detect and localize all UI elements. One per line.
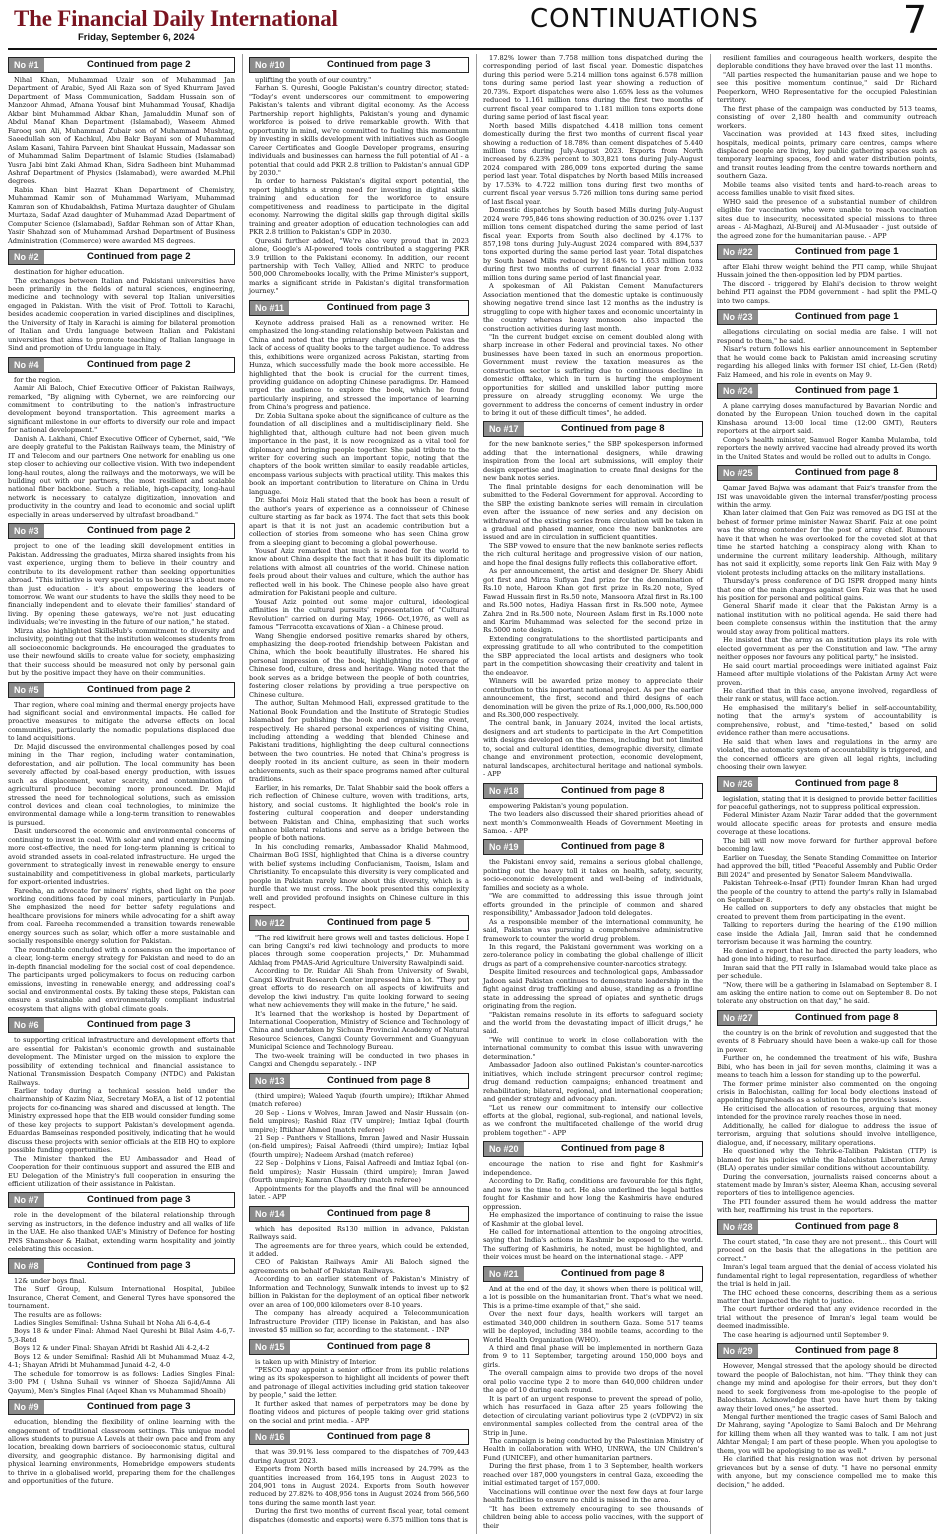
article-paragraph: is taken up with Ministry of Interior. — [255, 1357, 377, 1366]
article-paragraph: for the new banknote series," the SBP spokesperson informed adding that the international designers, while drawing inspiration from the local art submissions, will employ their design expertise and imagination to create final designs for the new bank notes series. — [483, 440, 703, 483]
article-paragraph: "The red kiwifruit here grows well and tastes delicious. Hope I can bring Cangxi's red kiwi technology and products to more places through some cooperation projects," Dr. Muhammad Akhlaq from PMAS-Arid Agriculture University Rawalpindi said. — [249, 933, 469, 967]
continuation-article — [717, 383, 937, 461]
newspaper-name: The Financial Daily International — [14, 6, 338, 31]
continuation-article — [483, 839, 703, 1137]
article-paragraph: for the region. — [14, 375, 63, 384]
article-header-bar — [717, 244, 937, 260]
article-paragraph: He clarified that in this case, anyone involved, regardless of their rank or status, will face action. — [717, 687, 937, 704]
continuation-article — [717, 776, 937, 1006]
continued-from-label: Continued from page 2 — [87, 683, 191, 695]
article-paragraph: He questioned why the Tehrik-e-Taliban Pakistan (TTP) is blamed for his policies while the Balochistan Liberation Army (BLA) operates under similar conditions without accountability. — [717, 1147, 937, 1173]
article-paragraph: "All parties respected the humanitarian pause and we hope to see this positive momentum continue," said Dr Richard Peeperkorn, WHO Representative for the occupied Palestinian territory. — [717, 70, 937, 105]
article-header-bar — [8, 249, 235, 265]
continuation-article — [717, 309, 937, 379]
continuation-article — [249, 1429, 469, 1524]
article-number-tag: No #3 — [9, 524, 44, 538]
continuation-article — [483, 1266, 703, 1530]
article-paragraph: The Surf Group, Kulsum International Hospital, Jubilee Insurance, Cherat Cement, and General Tyres have sponsored the tournament. — [8, 1285, 235, 1311]
article-number-tag: No #6 — [9, 1018, 44, 1032]
article-number-tag: No #11 — [250, 301, 289, 315]
continuation-article — [717, 1219, 937, 1339]
article-paragraph: encourage the nation to rise and fight for Kashmir's independence. — [483, 1160, 703, 1177]
article-paragraph: Vaccinations will continue over the next few days at four large health facilities to ensure no child is missed in the area. — [483, 1487, 703, 1505]
continued-from-label: Continued from page 2 — [87, 525, 191, 537]
continuation-article — [249, 915, 469, 1069]
article-paragraph: "It has been extremely encouraging to see thousands of children being able to access polio vaccines, with the support of their — [483, 1504, 703, 1530]
article-header-bar — [8, 57, 235, 73]
article-number-tag: No #10 — [250, 58, 290, 72]
article-number-tag: No #9 — [9, 1400, 44, 1414]
article-paragraph: The IHC echoed these concerns, describing them as a serious matter that impacted the right to justice. — [717, 1288, 937, 1305]
article-number-tag: No #16 — [250, 1430, 290, 1444]
article-number-tag: No #2 — [9, 250, 44, 264]
article-header-bar — [8, 1258, 235, 1274]
article-paragraph: He emphasised the military's belief in self-accountability, noting that the army's system of accountability is comprehensive, robust, and "time-tested," based on solid evidence rather than mere accusations. — [717, 703, 937, 738]
article-paragraph: Nihal Khan, Muhammad Uzair son of Muhammad Jan Department of Arabic, Syed Ali Raza son of Syed Khurram Javed Department of Mass Communication, Saddam Hussain son of Manzoor Ahmad, Afnana Yousaf bint Muhammad Yousaf, Khadija Akbar bint Muhammad Akbar Khan, Jamaluddin Munaf son of Abdul Manaf Khan Department (Islamabad), Waseem Ahmed Farooq son Ali, Muhammad Zubair son of Muhammad Mushtaq, Saeedullah son of Kachkul, Abu Bakr Bayani son of Muhammad Aslam Kasani, Tahira Parveen bint Shaukat Hussain, Madassar son of Muhammad Salim Department of Islamic Studies (Islamabad) Yusra Jabi bint Zaki Ahmad Khan, Sidra Sadheen bint Muhammad Ashraf Department of Physics (Islamabad), were awarded M.Phil degrees. — [8, 76, 235, 186]
issue-date: Friday, September 6, 2024 — [78, 32, 195, 43]
article-paragraph: allegations circulating on social media are false. I will not respond to them," he said. — [717, 328, 937, 345]
continuation-article — [249, 57, 469, 296]
article-paragraph: Keynote address praised Hali as a renowned writer. He emphasized the long-standing relationship between Pakistan and China and noted that the primary challenge he faced was the lack of access of quality books to the target audience. To address this, exhibitions were organized across Pakistan, starting from Hunza, which successfully made the book more accessible. He highlighted that the book is crucial for the current times, providing guidance on adopting Chinese paradigms. Dr. Hameed urged the audience to explore the book, which he found particularly inspiring, and stressed the importance of learning from China's progress and patience. — [249, 318, 469, 412]
article-paragraph: Wang Shengjie endorsed positive remarks shared by others, emphasizing the deep-rooted friendship between Pakistan and China, which the book beautifully illustrates. He shared his personal impression of the book, highlighting its coverage of Chinese food, culture, dress and heritage. Wang noted that the book serves as a bridge between the people of both countries, fostering closer relations by providing a true perspective on Chinese culture. — [249, 631, 469, 699]
article-paragraph: The final printable designs for each denomination will be submitted to the Federal Government for approval. According to the SBP the existing banknote series will remain in circulation even after the issuance of new series and any decision on withdrawal of the existing series from circulation will be taken in a gradual and phased manner, once the new banknotes are issued and are in circulation in sufficient quantities. — [483, 482, 703, 542]
article-paragraph: The two-week training will be conducted in two phases in Cangxi and Chengdu separately. - INP — [249, 1051, 469, 1069]
article-header-bar — [483, 783, 703, 799]
continued-from-label: Continued from page 3 — [87, 1401, 191, 1413]
article-paragraph: The agreements are for three years, which could be extended, it added. — [249, 1241, 469, 1258]
continued-from-label: Continued from page 3 — [87, 1019, 191, 1031]
article-paragraph: project to one of the leading skill development entities in Pakistan. Addressing the graduates, Mirza shared insights from his vast experience, urging them to believe in their country and contribute to its development rather than seeking opportunities abroad. "This initiative is very special to us because it's about more than just education - it's about empowering the leaders of tomorrow. We want our students to have the skills they need to be financially independent and to elevate their families' standard of living. By opening these gateways, we're not just educating individuals; we're investing in the future of our nation," he stated. — [8, 542, 235, 627]
article-header-bar — [717, 465, 937, 481]
article-paragraph: 20 Sep - Lions v Wolves, Imran Jawed and Nasir Hussain (on-field umpires); Rashid Riaz (TV umpire); Imtiaz Iqbal (fourth umpire); Iftikhar Ahmed (match referee) — [249, 1108, 469, 1134]
continuation-article — [8, 1399, 235, 1486]
article-paragraph: CEO of Pakistan Railways Amir Ali Baloch signed the agreements on behalf of Pakistan Railways. — [249, 1258, 469, 1275]
article-header-bar — [249, 1073, 469, 1089]
article-number-tag: No #28 — [718, 1220, 758, 1234]
article-paragraph: He insisted that the army as an institution plays its role with elected government as per the Constitution and law. "The army neither opposes nor favours any political party," he insisted. — [717, 636, 937, 662]
article-header-bar — [483, 1141, 703, 1157]
article-paragraph: The company has already acquired a Telecommunication Infrastructure Provider (TIP) license in Pakistan, and has also invested $5 million so far, according to the statement. - INP — [249, 1309, 469, 1335]
article-paragraph: As a responsible member of the international community, he said, Pakistan was pursuing a comprehensive administrative framework to counter the world drug problem. — [483, 917, 703, 943]
article-paragraph: Farhan S. Qureshi, Google Pakistan's country director, stated: "Today's event underscores our commitment to empowering Pakistan's talents and vibrant digital economy. As the Access Partnership report highlights, Pakistan's young and dynamic workforce is poised to drive remarkable growth. With that opportunity in mind, we're committed to fueling this momentum by investing in skills development with initiatives such as Google Career Certificates and Google Developer programs, ensuring individuals and businesses can harness the full potential of AI - a potential that could add PKR 2.8 trillion to Pakistan's annual GDP by 2030." — [249, 84, 470, 177]
article-paragraph: In this regard, the Pakistani government was working on a zero-tolerance policy in combating the global challenge of illicit drugs as part of a comprehensive counter-narcotics strategy. — [483, 942, 703, 968]
continued-from-label: Continued from page 8 — [795, 777, 899, 789]
article-number-tag: No #14 — [250, 1207, 290, 1221]
article-paragraph: uplifting the youth of our country." — [255, 76, 372, 84]
article-header-bar — [483, 839, 703, 855]
continuation-article — [8, 1192, 235, 1253]
article-paragraph: A plane carrying doses manufactured by Bavarian Nordic and donated by the European Union touched down in the capital Kinshasa around 13:00 local time (12:00 GMT), Reuters reporters at the airport said. — [717, 401, 937, 436]
continuation-article — [717, 244, 937, 305]
article-paragraph: The SBP vowed to ensure that the new banknote series reflects the rich cultural heritage and progressive vision of our nation, and hope the final designs fully reflects this collaborative effort. — [483, 541, 703, 567]
column-2 — [242, 54, 469, 1534]
article-number-tag: No #26 — [718, 777, 758, 791]
article-paragraph: He called on supporters to defy any obstacles that might be created to prevent them from participating in the event. — [717, 904, 937, 921]
article-paragraph: Mengal further mentioned the tragic cases of Sami Baloch and Dr Mahrang, saying "Apologize to Sami Baloch and Dr Mehrang for killing them when all they wanted was to talk. I am not just Akhtar Mengal; I am part of these people. When you apologise to them, you will be apologising to me as well." — [717, 1412, 937, 1455]
article-header-bar — [483, 1266, 703, 1282]
article-paragraph: Ambassador Jadoon also outlined Pakistan's counter-narcotics initiatives, which include stringent precursor control regime; drug demand reduction campaigns; enhanced treatment and rehabilitation; bilateral, regional, and international cooperation; and gender strategy and advocacy plan. — [483, 1061, 703, 1104]
article-paragraph: Thursday's press conference of DG ISPR dropped many hints that one of the main charges against Gen Faiz was that he used his position for personal and political gains. — [717, 577, 937, 603]
article-paragraph: Yousaf Aziz remarked that much is needed for the world to know about China despite the fact that it has built its diplomatic relations with almost all countries of the world. Chinese nation feels proud about their values and culture, which the author has reflected well in his book. The Chinese people also have great admiration for Pakistani people and culture. — [249, 547, 469, 598]
continuation-article — [483, 783, 703, 836]
article-paragraph: Aamir Ali Baloch, Chief Executive Officer of Pakistan Railways, remarked, "By aligning with Cybernet, we are reinforcing our commitment to contributing to the nation's infrastructure development beyond transportation. This agreement marks a significant milestone in our efforts to diversify our role and impact for national development." — [8, 384, 235, 435]
article-paragraph: resilient families and courageous health workers, despite the deplorable conditions they have braved over the last 11 months. — [717, 54, 937, 71]
article-paragraph: Earlier on Tuesday, the Senate Standing Committee on Interior had approved the bill, titled "Peaceful Assembly and Public Order Bill 2024" and presented by Senator Saleem Mandviwalla. — [717, 853, 937, 879]
continued-from-label: Continued from page 2 — [87, 251, 191, 263]
masthead — [8, 0, 937, 50]
continuation-article — [483, 1141, 703, 1261]
continuation-article — [8, 682, 235, 1014]
article-header-bar — [249, 57, 469, 73]
article-paragraph: The PTI founder assured them he would address the matter with her, reaffirming his trust in the reporters. — [717, 1197, 937, 1215]
article-paragraph: In his concluding remarks, Ambassador Khalid Mahmood, Chairman BoG ISSI, highlighted that China is a diverse country with belief systems including Confucianism, Taoism, Islam and Christianity. To encapsulate this diversity is very complicated and people in Pakistan rarely know about this diversity, which is a hurdle that we must cross. The book presented this complexity well and provided profound insights on Chinese culture in this respect. — [249, 842, 469, 911]
article-number-tag: No #15 — [250, 1340, 290, 1354]
continued-from-label: Continued from page 8 — [795, 467, 899, 479]
continuation-article — [483, 421, 703, 778]
article-paragraph: According to Dr. Ruidar Ali Shah from University of Swabi, Cangxi Kiwifruit Research Center impressed him a lot. "They put great efforts to do research on all aspects of kiwifruits and develop the kiwi industry. I'm quite looking forward to seeing what new achievements they will make in the future," he said. — [249, 967, 469, 1010]
continuation-article — [8, 1017, 235, 1188]
article-number-tag: No #4 — [9, 358, 44, 372]
article-header-bar — [8, 523, 235, 539]
article-paragraph: education, blending the flexibility of online learning with the engagement of traditional classroom settings. This unique model allows students to pursue A Levels at their own pace and from any location, breaking down barriers of socioeconomic status, cultural diversity, and geographic distance. By harmonising digital and physical learning environments, Homebridge empowers students to thrive in a globalised world, preparing them for the challenges and opportunities of the future. — [8, 1418, 235, 1486]
article-number-tag: No #5 — [9, 683, 44, 697]
article-paragraph: "We will continue to work in close collaboration with the international community to combat this issue with unwavering determination." — [483, 1035, 703, 1061]
article-paragraph: (third umpire); Waleed Yaqub (fourth umpire); Iftikhar Ahmed (match referee) — [249, 1091, 469, 1109]
continued-from-label: Continued from page 1 — [795, 311, 899, 323]
article-paragraph: A third and final phase will be implemented in northern Gaza from 9 to 11 September, targeting around 150,000 boys and girls. — [483, 1343, 703, 1369]
continuation-article — [249, 1339, 469, 1426]
article-number-tag: No #7 — [9, 1193, 44, 1207]
article-number-tag: No #24 — [718, 384, 758, 398]
article-paragraph: He emphasized the importance of continuing to raise the issue of Kashmir at the global level. — [483, 1211, 703, 1228]
continuation-article — [249, 1206, 469, 1335]
article-paragraph: Earlier today during a technical session held under the chairmanship of Kazim Niaz, Secretary MoEA, a list of 12 potential projects for co-financing was shared and discussed at length. The Ministry expressed hope that the EIB would consider funding some of these key projects to support Pakistan's development agenda. Eduardas Bamseinas responded positively, indicating that he would discuss these projects with senior officials at the EIB HQ to explore possible funding opportunities. — [8, 1087, 235, 1155]
article-paragraph: that was 39.91% less compared to the dispatches of 709,443 during August 2023. — [249, 1448, 469, 1465]
article-paragraph: Nisar's return follows his earlier announcement in September that he would come back to Pakistan amid increasing scrutiny regarding his alleged links with former ISI chief, Lt-Gen (Retd) Faiz Hameed, and his role in events on May 9. — [717, 345, 937, 379]
article-paragraph: Domestic dispatches by South based Mills during July-August 2024 were 795,846 tons showing reduction of 30.02% over 1.137 million tons cement dispatched during the same period of last fiscal year. Exports from South also declined by 4.17% to 857,198 tons during July-August 2024 compared with 894,537 tons exported during the same period last year. Total dispatches by South based Mills reduced by 18.64% to 1.653 million tons during first two months of current financial year from 2.032 million tons during same period of last financial year. — [483, 206, 703, 282]
article-paragraph: The schedule for tomorrow is as follows: Ladies Singles Final: 3:00 PM ( Ushna Suhail vs winner of Shoeza Sajid/Amna Ali Qayum), Men's Singles Final (Aqeel Khan vs Muhammad Shoaib) — [8, 1369, 235, 1395]
article-number-tag: No #13 — [250, 1074, 290, 1088]
article-paragraph: The campaign is being conducted by the Palestinian Ministry of Health in collaboration with WHO, UNRWA, the UN Children's Fund (UNICEF), and other humanitarian partners. — [483, 1436, 703, 1462]
article-header-bar — [717, 383, 937, 399]
article-paragraph: Khan later claimed that Gen Faiz was removed as DG ISI at the behest of former prime minister Nawaz Sharif. Faiz at one point was the strong contender for the post of army chief. Rumours have it that when he was overlooked for the coveted slot at that time he started hatching a conspiracy along with Khan to undermine the current military leadership. Although, military has not said it explicitly, some reports link Gen Faiz with May 9 violent protests including attacks on the military installations. — [717, 509, 937, 577]
article-paragraph: He called for international attention to the ongoing atrocities, saying that India's actions in Kashmir be exposed to the world. The suffering of Kashmiris, he noted, must be highlighted, and their voices must be heard on the international stage. - APP — [483, 1228, 703, 1262]
continued-from-label: Continued from page 1 — [795, 384, 899, 396]
article-paragraph: The roundtable concluded with a consensus on the importance of a clear, long-term energy strategy for Pakistan and need to do an in-depth financial modeling for the social cost of coal dependence. The participants urged policymakers to focus on reducing carbon emissions, investing in renewable energy, and addressing coal's social and environmental costs. By taking these steps, Pakistan can ensure a sustainable and environmentally compliant industrial ecosystem that aligns with global climate goals. — [8, 945, 235, 1013]
continuation-article — [249, 300, 469, 911]
article-paragraph: The central bank, in January 2024, invited the local artists, designers and art students to participate in the Art Competition with designs developed on the themes, including but not limited to, social and cultural identities, demographic diversity, climate change and environment protection, economic development, natural landscapes, architectural heritage and national symbols. - APP — [483, 719, 703, 779]
continued-from-label: Continued from page 2 — [87, 358, 191, 370]
article-paragraph: Pakistan Tehreek-e-Insaf (PTI) founder Imran Khan had urged the people of the country to attend the party's rally in Islamabad on September 8. — [717, 879, 937, 904]
article-paragraph: The case hearing is adjourned until September 9. — [723, 1330, 889, 1339]
column-3 — [476, 54, 703, 1534]
article-paragraph: Boys 18 & under Final: Ahmad Nael Qureshi bt Bilal Asim 4-6,7-5,3-Retd — [8, 1327, 235, 1344]
article-header-bar — [249, 300, 469, 316]
article-paragraph: The discord - triggered by Elahi's decision to throw weight behind PTI against the PDM government - had split the PML-Q into two camps. — [717, 279, 937, 305]
article-paragraph: the Pakistani envoy said, remains a serious global challenge, pointing out the heavy toll it takes on health, safety, security, socio-economic development and well-being of individuals, families and society as a whole. — [483, 858, 703, 892]
article-paragraph: He clarified that his resignation was not driven by personal grievances but by a sense of duty. "I have no personal enmity with anyone, but my conscience compelled me to make this decision," he added. — [717, 1455, 937, 1489]
article-paragraph: Dr. Majid discussed the environmental challenges posed by coal mining in the Thar region, including water contamination, deforestation, and air pollution. The local community has been severely affected by coal-based energy production, with issues such as displacement, water scarcity, and contamination of agricultural produce becoming more pronounced. Dr. Majid stressed the need for technological solutions, such as emission control devices and clean coal technologies, to minimize the environmental damage while a long-term transition to renewables is pursued. — [8, 742, 235, 827]
article-paragraph: It's learned that the workshop is hosted by Department of International Cooperation, Ministry of Science and Technology of China and undertaken by Sichuan Provincial Academy of Natural Resource Sciences, Cangxi County Government and Guangyuan Municipal Science and Technology Bureau. — [249, 1009, 469, 1052]
article-paragraph: The Minister thanked the EU Ambassador and Head of Cooperation for their continuous support and assured the EIB and EU Delegation of the Ministry's full cooperation in ensuring the efficient utilization of their assistance in Pakistan. — [8, 1154, 235, 1189]
continued-from-label: Continued from page 3 — [327, 59, 431, 70]
column-1 — [8, 54, 235, 1534]
article-paragraph: General Sharif made it clear that the Pakistan Army is a national institution with no political agenda. He said there had been complete consensus within the institution that the army would stay away from political matters. — [717, 602, 937, 636]
article-paragraph: to supporting critical infrastructure and development efforts that are essential for Pakistan's economic growth and sustainable development. The Minister urged on the mission to explore the possibility of extending technical and financial assistance to National Transmission Despatch Company (NTDC) and Pakistan Railways. — [8, 1036, 235, 1087]
article-paragraph: Additionally, he called for dialogue to address the issue of terrorism, arguing that solutions should involve intelligence, dialogue, and, if necessary, military operations. — [717, 1121, 937, 1147]
article-paragraph: role in the development of the bilateral relationship through serving as instructors, in the defence industry and all walks of life in the UAE. He also thanked UAE's Ministry of Defence for hosting PNS Shamsheer & Haibat, extending warm hospitality and jointly celebrating this occasion. — [8, 1211, 235, 1254]
article-paragraph: which has deposited Rs130 million in advance, Pakistan Railways said. — [249, 1224, 469, 1242]
article-number-tag: No #20 — [484, 1142, 524, 1156]
article-paragraph: Despite limited resources and technological gaps, Ambassador Jadoon said Pakistan continues to demonstrate leadership in the fight against drug trafficking and abuse, standing as a frontline state in addressing the spread of opiates and synthetic drugs originating from the region. — [483, 968, 703, 1011]
article-paragraph: Dasit underscored the economic and environmental concerns of continuing to invest in coal. With solar and wind energy becoming more cost-effective, the need for long-term planning is critical to avoid stranded assets in coal-related infrastructure. He urged the government to strategically invest in renewable energy to ensure sustainability and competitiveness in global markets, particularly for export-oriented industries. — [8, 827, 235, 887]
article-columns — [8, 54, 937, 1530]
article-paragraph: He denied a report that he had directed the party leaders, who had gone into hiding, to resurface. — [717, 946, 937, 964]
continuation-article — [8, 249, 235, 353]
article-header-bar — [249, 1206, 469, 1222]
article-paragraph: However, Mengal stressed that the apology should be directed toward the people of Balochistan, not him. "They think they can change my mind and apologise for their errors, but they don't need to seek forgiveness from me-apologise to the people of Balochistan. Acknowledge that you have hurt them by taking away their loved ones," he asserted. — [717, 1362, 937, 1413]
article-paragraph: Ladies Singles Semifinal: Ushna Suhail bt Noha Ali 6-4,6-4 — [14, 1319, 211, 1327]
article-paragraph: Extending congratulations to the shortlisted participants and expressing gratitude to all who contributed to the competition the SBP appreciated the local artists and designers who took part in the competition showcasing their creativity and talent in the endeavor. — [483, 634, 703, 677]
article-paragraph: Earlier, in his remarks, Dr. Talat Shabbir said the book offers a rich reflection of Chinese culture, woven with traditions, arts, history, and social customs. It highlighted the book's role in fostering cultural cooperation and deeper understanding between Pakistan and China, emphasizing that such works enhance bilateral relations and serve as a bridge between the people of both nations. — [249, 783, 469, 843]
article-paragraph: "Pakistan remains resolute in its efforts to safeguard society and the world from the devastating impact of illicit drugs," he said. — [483, 1010, 703, 1036]
article-number-tag: No #29 — [718, 1344, 758, 1358]
continued-from-label: Continued from page 8 — [561, 1143, 665, 1155]
article-paragraph: legislation, stating that it is designed to provide better facilities for peaceful gatherings, not to suppress political expression. — [717, 794, 937, 811]
article-paragraph: He said court martial proceedings were initiated against Faiz Hameed after multiple violations of the Pakistan Army Act were proven. — [717, 661, 937, 687]
article-paragraph: According to an earlier statement of Pakistan's Ministry of Information and Technology, Sunwalk intends to invest up to $2 billion in Pakistan for the deployment of an optical fiber network over an area of 100,000 kilometers over 8-10 years. — [249, 1275, 469, 1309]
article-number-tag: No #1 — [9, 58, 44, 72]
article-paragraph: In order to harness Pakistan's digital export potential, the report highlights a strong need for investing in digital skills training and education for the workforce to ensure competitiveness and readiness to participate in the digital economy. Narrowing the digital skills gap through digital skills training and greater adoption of education technologies can add PKR 2.8 trillion to Pakistan's GDP in 2030. — [249, 177, 469, 237]
article-header-bar — [717, 1343, 937, 1359]
continued-from-label: Continued from page 3 — [87, 1194, 191, 1206]
article-paragraph: Mobile teams also visited tents and hard-to-reach areas to access families unable to visit fixed sites. — [717, 180, 937, 198]
article-paragraph: Qamar Javed Bajwa was adamant that Faiz's transfer from the ISI was unavoidable given the internal transfer/posting process within the army. — [717, 484, 937, 510]
article-paragraph: It is part of an urgent response to prevent the spread of polio, which has resurfaced in Gaza after 25 years following the detection of circulating variant poliovirus type 2 (cVDPV2) in six environmental samples collected from the central area of the Strip in June. — [483, 1394, 703, 1437]
article-paragraph: Federal Minister Azam Nazir Tarar added that the government would allocate specific areas for protests and ensure media coverage at these locations. — [717, 811, 937, 837]
article-paragraph: The results are as follows: — [14, 1310, 102, 1319]
article-paragraph: Further on, he condemned the treatment of his wife, Bushra Bibi, who has been in jail for seven months, claiming it was a means to teach him a lesson for standing up to the powerful. — [717, 1054, 937, 1080]
continued-from-label: Continued from page 3 — [326, 301, 431, 313]
article-header-bar — [8, 1017, 235, 1033]
continued-from-label: Continued from page 8 — [561, 423, 665, 435]
article-paragraph: According to Dr. Rafiq, conditions are favourable for this fight, and now is the time to act. He also underlined the legal battles fought for Kashmir and how long the Kashmiris have endured oppression. — [483, 1177, 703, 1211]
article-paragraph: Rabia Khan bint Hazrat Khan Department of Chemistry, Muhammad Kamir son of Muhammad Wariyam, Muhammad Kamran son of Khudabakhsh, Fatima Murtaza daughter of Ghulam Murtaza, Sadaf Azad daughter of Muhammad Azad Department of Computer Science (Islamabad), Safdar Rehman son of Attar Khan, Yasir Shahzad son of Muhammad Arshad Department of Business Administration (Commerce) were awarded MS degrees. — [8, 185, 235, 245]
article-paragraph: He criticised the allocation of resources, arguing that money intended for the province rarely reaches those in need. — [717, 1104, 937, 1122]
continued-from-label: Continued from page 8 — [327, 1431, 431, 1443]
continued-from-label: Continued from page 8 — [327, 1340, 431, 1352]
article-header-bar — [8, 1192, 235, 1208]
continuation-article — [8, 523, 235, 677]
article-header-bar — [717, 776, 937, 792]
article-paragraph: WHO said the presence of a substantial number of children eligible for vaccination who were unable to reach vaccination sites due to insecurity, necessitated special missions to three areas - Al-Maghazi, Al-Bureij and Al-Musaader - just outside of the agreed zone for the humanitarian pause. - APP — [717, 197, 937, 240]
article-paragraph: The two leaders also discussed their shared priorities ahead of next month's Commonwealth Heads of Government Meeting in Samoa. - APP — [483, 810, 703, 835]
article-paragraph: 17.82% lower than 7.758 million tons dispatched during the corresponding period of last fiscal year. Domestic dispatches during this period were 5.214 million tons against 6.578 million tons during same period last year showing a reduction of 20.73%. Export dispatches were also 1.65% less as the volumes reduced to 1.161 million tons during the first two months of current fiscal year compared to 1.181 million tons exports done during same period of last fiscal year. — [483, 54, 703, 122]
continuation-article — [717, 465, 937, 771]
article-paragraph: The author, Sultan Mehmood Hali, expressed gratitude to the National Book Foundation and the Institute of Strategic Studies Islamabad for publishing the book and organising the event, respectively. He shared personal experiences of visiting China, including attending a wedding that blended Chinese and Pakistani traditions, highlighting the deep cultural connections between the two countries. He noted that China's progress is deeply rooted in its ancient culture, as seen in their modern achievements, such as their space programs named after cultural traditions. — [249, 699, 469, 784]
article-number-tag: No #27 — [718, 1011, 758, 1025]
article-paragraph: And at the end of the day, it shows when there is political will, a lot is possible on the humanitarian front. That's what we need. This is a prime-time example of that," she said. — [483, 1284, 703, 1310]
article-paragraph: 12& under boys final. — [14, 1276, 87, 1285]
article-paragraph: Mirza also highlighted SkillsHub's commitment to diversity and inclusivity, pointing out that the institution welcomes students from all socioeconomic backgrounds. He encouraged the graduates to use their newfound skills to create value for society, emphasizing that their success should be measured not only by personal gain but by the positive impact they have on their communities. — [8, 626, 235, 678]
article-paragraph: The bill will now move forward for further approval before becoming law. — [717, 836, 937, 854]
article-paragraph: destination for higher education. — [14, 268, 125, 277]
article-header-bar — [8, 357, 235, 373]
continuation-article — [8, 357, 235, 520]
article-paragraph: empowering Pakistan's young population. — [489, 801, 629, 810]
article-paragraph: The court stated, "In case they are not present... this Court will proceed on the basis that the allegations in the petition are correct." — [717, 1237, 937, 1263]
article-number-tag: No #19 — [484, 840, 524, 854]
article-number-tag: No #21 — [484, 1267, 524, 1281]
page-number: 7 — [902, 0, 927, 42]
article-paragraph: It further asked that names of perpetrators may be done by floating videos and pictures of people taking over grid stations on the social and print media. - APP — [249, 1399, 469, 1425]
column-4 — [710, 54, 937, 1534]
continued-from-label: Continued from page 8 — [327, 1207, 431, 1219]
article-number-tag: No #18 — [484, 784, 524, 798]
article-paragraph: The exchanges between Italian and Pakistani universities have been primarily in the fields of natural sciences, engineering, medicine and technology with several top Italian universities engaged in Pakistan. With the visit of Prof. Tottoli to Karachi, besides academic cooperation in varied disciplines and disciplines, the University of Italy in Karachi is aiming for bilateral promotion of Italian and Urdu language between Italian and Pakistani universities that aims to promote teaching of Italian language in Sind and promotion of Urdu language in Italy. — [8, 276, 235, 353]
continuation-article — [483, 54, 703, 417]
article-header-bar — [249, 915, 469, 931]
continued-from-label: Continued from page 8 — [327, 1074, 431, 1086]
continued-from-label: Continued from page 8 — [795, 1011, 899, 1023]
article-paragraph: Over the next four days, health workers will target an estimated 340,000 children in southern Gaza. Some 517 teams will be deployed, including 384 mobile teams, according to the World Health Organization (WHO). — [483, 1310, 703, 1344]
article-header-bar — [249, 1429, 469, 1445]
section-title: CONTINUATIONS — [530, 4, 759, 34]
article-paragraph: Danish A. Lakhani, Chief Executive Officer of Cybernet, said, "We are deeply grateful to the Pakistan Railways team, the Ministry of IT and Telecom and our partners One network for enabling us one step closer to achieving our collective vision. With two independent long-haul routes, along the railways and the motorways, we will be building out with our partners, the most resilient and scalable national fiber backbone. Such a reliable, high-capacity, long-haul network is necessary to catalyze digitization, innovation and productivity in the country and lead to economic and social uplift especially in areas underserved by ultrafast broadband." — [8, 434, 235, 519]
continued-from-label: Continued from page 8 — [795, 1345, 899, 1357]
article-header-bar — [8, 1399, 235, 1415]
continued-from-label: Continued from page 8 — [561, 1267, 665, 1279]
article-paragraph: "Now, there will be a gathering in Islamabad on September 8. I am asking the entire nation to come out on September 8. Do not tolerate any obstruction on that day," he said. — [717, 980, 937, 1006]
article-paragraph: The first phase of the campaign was conducted by 513 teams, consisting of over 2,180 health and community outreach workers. — [717, 104, 937, 130]
article-header-bar — [249, 1339, 469, 1355]
article-header-bar — [717, 1010, 937, 1026]
article-paragraph: after Elahi threw weight behind the PTI camp, while Shujaat Hussain joined the then-opposition led by PDM parties. — [717, 262, 937, 280]
article-paragraph: Talking to reporters during the hearing of the £190 million case inside the Adiala Jail, Imran said that he condemned terrorism because it was harming the country. — [717, 921, 937, 947]
continued-from-label: Continued from page 5 — [327, 916, 431, 928]
article-paragraph: Thar region, where coal mining and thermal energy projects have had significant social and environmental impacts. He called for proactive measures to mitigate the adverse effects on local communities, particularly the nomadic populations displaced due to land acquisitions. — [8, 700, 235, 743]
article-number-tag: No #8 — [9, 1259, 44, 1273]
article-paragraph: "In the current budget excise on cement doubled along with sharp increase in other Federal and provincial taxes. No other businesses have been taxed in such an enormous proportion. Government must review the taxation measures as the construction sector is suffering due to continuous decline in domestic offtake, which in turn is hurting the employment opportunities for skilled and unskilled labor putting more pressure on already struggling economy. We urge the government to address the concerns of cement industry in order to bring it out of these difficult times", he added. — [483, 332, 703, 418]
continued-from-label: Continued from page 2 — [87, 59, 191, 70]
article-paragraph: Winners will be awarded prize money to appreciate their contribution to this important national project. As per the earlier announcement, the first, second and third designs of each denomination will be given the prize of Rs.1,000,000, Rs.500,000 and Rs.300,000 respectively. — [483, 677, 703, 719]
article-number-tag: No #12 — [250, 916, 290, 930]
article-paragraph: Dr. Shafei Moiz Hali stated that the book has been a result of the author's years of experience as a connoisseur of Chinese culture starting as far back as 1974. The fact that sets this book apart is that it is not just an academic contribution but a collection of stories from someone who has seen China grow from a sleeping giant to becoming a global powerhouse. — [249, 496, 469, 547]
article-paragraph: Congo's health minister, Samuel Roger Kamba Mulamba, told reporters the newly arrived vaccine had already proved its worth in the United States and would be rolled out to adults in Congo. — [717, 435, 937, 461]
article-paragraph: Exports from North based mills increased by 24.79% as the quantities increased from 164,195 tons in August 2023 to 204,901 tons in August 2024. Exports from South however reduced by 27.82% to 408,956 tons in August 2024 from 566,560 tons during the same month last year. — [249, 1465, 469, 1507]
article-paragraph: As per announcement, the artist and designer Dr. Shery Abidi got first and Mirza Sufiyan 2nd prize for the denomination of Rs.10 note, Haroon Khan got first prize in Rs.20 note, Syed Fawad Hussain first in Rs.50 note, Mansoora Afzal first in Rs.100 and Rs.500 notes, Hadiya Hassan first in Rs.500 note, Aymee Zahra 2nd in Rs.500 note, Noureen Aslam first in Rs.1000 note and Karim Muhammad was selected for the second prize in Rs.5000 note design. — [483, 567, 703, 635]
continuation-article — [249, 1073, 469, 1202]
continued-from-label: Continued from page 8 — [561, 841, 665, 853]
article-paragraph: North based Mills dispatched 4.418 million tons cement domestically during the first two months of current fiscal year showing a reduction of 18.78% than cement dispatches of 5.440 million tons during July-August 2023. Exports from North increased by 6.23% percent to 303,821 tons during July-August 2024 compared with 286,009 tons exported during the same period last year. Total dispatches by North based Mills increased by 17.53% to 4.722 million tons during first two months of current fiscal year versus 5.726 million tons during same period of last fiscal year. — [483, 121, 703, 206]
continued-from-label: Continued from page 8 — [795, 1220, 899, 1232]
article-paragraph: During the first phase, from 1 to 3 September, health workers reached over 187,000 youngsters in central Gaza, exceeding the initial estimated target of 157,000. — [483, 1462, 703, 1488]
article-number-tag: No #22 — [718, 245, 758, 259]
article-header-bar — [717, 309, 937, 325]
continued-from-label: Continued from page 1 — [795, 245, 899, 257]
article-header-bar — [483, 421, 703, 437]
continued-from-label: Continued from page 8 — [561, 784, 665, 796]
article-header-bar — [717, 1219, 937, 1235]
article-paragraph: Imran said that the PTI rally in Islamabad would take place as per schedule. — [717, 963, 937, 981]
continuation-article — [8, 1258, 235, 1395]
continuation-article — [717, 54, 937, 240]
continuation-article — [8, 57, 235, 245]
article-paragraph: Fareeha, an advocate for miners' rights, shed light on the poor working conditions faced by coal miners, particularly in Punjab. She emphasized the need for better safety regulations and healthcare provisions for miners while advocating for a shift away from coal. Fareeha recommended a transition towards renewable energy sources such as solar, which offer a more sustainable and socially responsible energy solution for Pakistan. — [8, 886, 235, 946]
article-paragraph: the country is on the brink of revolution and suggested that the events of 8 February should have been a wake-up call for those in power. — [717, 1028, 937, 1054]
article-paragraph: Dr. Zobia Sultana spoke about the significance of culture as the foundation of all disciplines and a multidisciplinary field. She highlighted that, although culture had not been given much importance in the past, it is now recognized as a vital tool for diplomacy and bringing people together. She paid tribute to the writer for covering such an important topic, noting that the chapters of the book written similar to easily readable articles, encompass various subjects with practical utility. This makes this book an important contribution to literature on China in Urdu language. — [249, 411, 469, 496]
article-paragraph: The former prime minister also commented on the ongoing crisis in Balochistan, calling for local body elections instead of appointing figureheads as a solution to the province's issues. — [717, 1079, 937, 1105]
continuation-article — [717, 1010, 937, 1215]
article-number-tag: No #17 — [484, 422, 524, 436]
article-paragraph: Qureshi further added, "We're also very proud that in 2023 alone, Google's AI-powered tools contributed a staggering PKR 3.9 trillion to the Pakistani economy. In addition, our recent partnership with Tech Valley, Allied and NRTC to produce 500,000 Chromebooks locally, with the Prime Minister's support, marks a significant stride in Pakistan's digital transformation journey." — [249, 236, 469, 296]
continuation-article — [717, 1343, 937, 1489]
article-paragraph: Appointments for the playoffs and the final will be announced later. - APP — [249, 1184, 469, 1202]
article-paragraph: During the first two months of current fiscal year, total cement dispatches (domestic and exports) were 6.375 million tons that is — [249, 1507, 469, 1524]
continued-from-label: Continued from page 3 — [87, 1259, 191, 1271]
article-paragraph: During the conversation, journalists raised concerns about a statement made by Imran's sister, Aleema Khan, accusing several reporters of ties to intelligence agencies. — [717, 1172, 937, 1198]
article-header-bar — [8, 682, 235, 698]
article-paragraph: "PESCO may appoint a senior officer from its public relations wing as its spokesperson to highlight all incidents of power theft and patronage of illegal activities including grid station takeover by people," said the letter. — [249, 1365, 469, 1400]
article-number-tag: No #25 — [718, 466, 758, 480]
article-paragraph: Boys 12 & under Semifinal: Rashid Ali bt Muhammad Muaz 4-2, 4-1; Shayan Afridi bt Muhammad Junaid 4-2, 4-0 — [8, 1352, 235, 1370]
article-paragraph: 22 Sep - Dolphins v Lions, Faisal Aafreedi and Imtiaz Iqbal (on-field umpires); Nasir Hussain (third umpire); Imran Jawed (fourth umpire); Kamran Chaudhry (match referee) — [249, 1159, 469, 1185]
article-paragraph: The overall campaign aims to provide two drops of the novel oral polio vaccine type 2 to more than 640,000 children under the age of 10 during each round. — [483, 1369, 703, 1395]
article-paragraph: 21 Sep - Panthers v Stallions, Imran Jawed and Nasir Hussain (on-field umpires); Faisal Aafreedi (third umpire); Imtiaz Iqbal (fourth umpire); Nadeem Arshad (match referee) — [249, 1134, 469, 1159]
article-paragraph: "We are committed to addressing this issue through joint efforts grounded in the principle of common and shared responsibility," Ambassador Jadoon told delegates. — [483, 892, 703, 918]
article-paragraph: Imran's legal team argued that the denial of access violated his fundamental right to legal representation, regardless of whether the trial is held in jail. — [717, 1263, 937, 1289]
article-paragraph: The court further ordered that any evidence recorded in the trial without the presence of Imran's legal team would be deemed inadmissible. — [717, 1305, 937, 1331]
article-paragraph: He said that when laws and regulations in the army are violated, the automatic system of accountability is triggered, and the concerned officers are given all legal rights, including choosing their own lawyer. — [717, 737, 937, 772]
article-paragraph: A spokesman of All Pakistan Cement Manufacturers Association mentioned that the domestic uptake is continuously showing negative trend since last 12 months as the industry is struggling to cope with higher taxes and economic uncertainty in the country whereas heavy monsoon also impacted the construction activities during last month. — [483, 282, 703, 333]
article-paragraph: Boys 12 & under Final: Shayan Afridi bt Rashid Ali 4-2,4-2 — [14, 1344, 210, 1353]
article-paragraph: Yousaf Aziz pointed out some major cultural, ideological affinities in the cultural pursuits' representation of "Cultural Revolution" carried on during May, 1966- Oct,1976, as well as famous "Terracotta excavations of Xian - a Chinese proud. — [249, 597, 469, 632]
article-paragraph: Vaccination was provided at 143 fixed sites, including hospitals, medical points, primary care centres, camps where displaced people are living, key public gathering spaces such as temporary learning spaces, food and water distribution points, and transit routes leading from the centre towards northern and southern Gaza. — [717, 130, 937, 181]
article-paragraph: "Let us renew our commitment to intensify our collective efforts at the global, regional, sub-regional, and national levels, as we confront the multifaceted challenge of the world drug problem together." - APP — [483, 1103, 703, 1137]
article-number-tag: No #23 — [718, 310, 758, 324]
